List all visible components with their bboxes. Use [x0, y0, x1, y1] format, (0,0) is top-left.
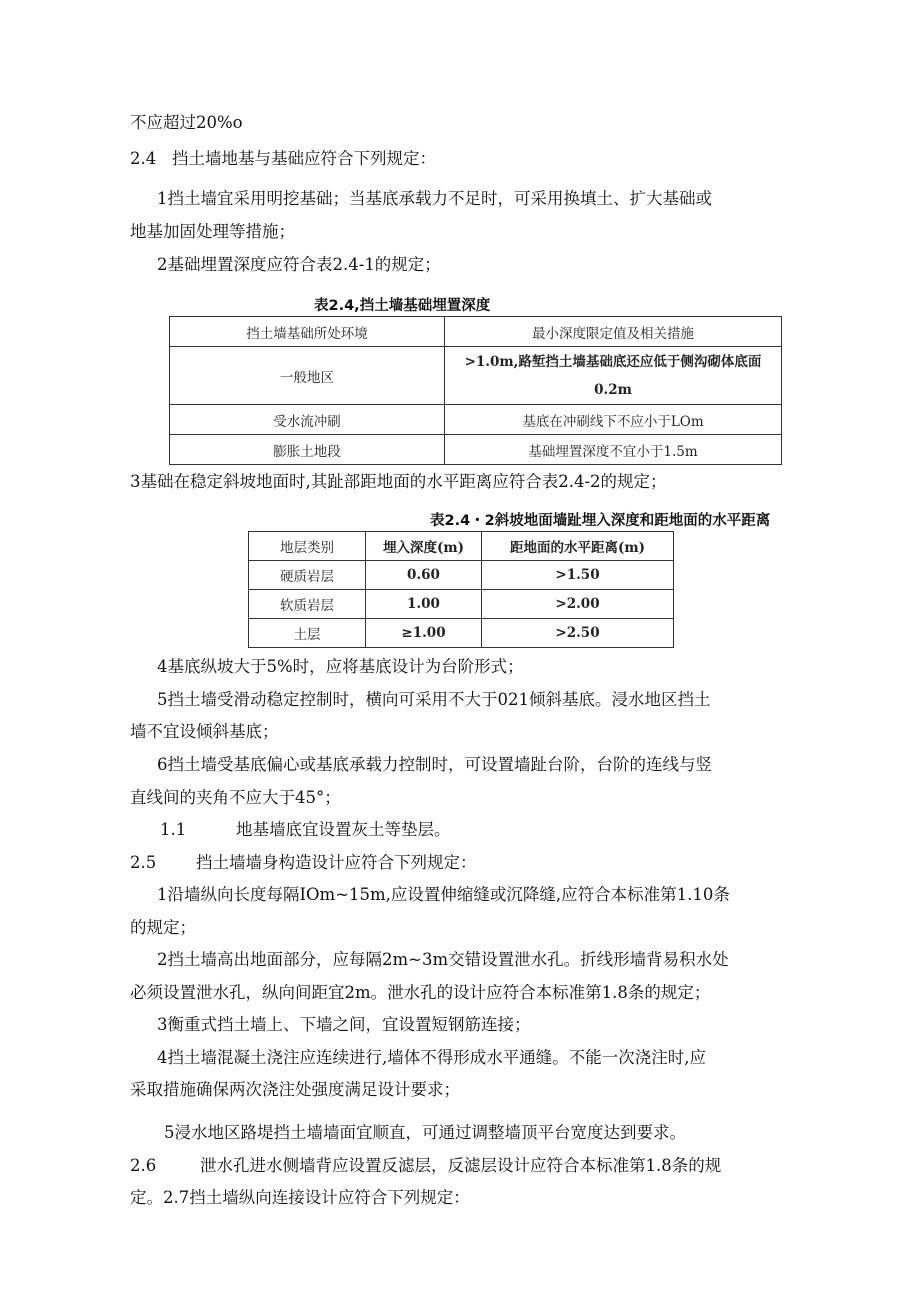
table2-header-row	[249, 532, 674, 561]
para-continuation: 不应超过20%o	[130, 113, 243, 132]
table2-header-cell: 地层类别	[249, 532, 366, 561]
item-2-5-2-line2: 必须设置泄水孔，纵向间距宜2m。泄水孔的设计应符合本标准第1.8条的规定；	[130, 983, 711, 1002]
item-2-5-4-line2: 采取措施确保两次浇注处强度满足设计要求；	[130, 1080, 460, 1099]
table1-cell-env: 一般地区	[170, 347, 445, 405]
item-2-5-2-line1: 2挡土墙高出地面部分，应每隔2m~3m交错设置泄水孔。折线形墙背易积水处	[157, 950, 729, 969]
table2-cell: 0.60	[366, 561, 482, 590]
table2-cell: >1.50	[482, 561, 674, 590]
table2-cell: >2.50	[482, 619, 674, 648]
table2-cell: ≥1.00	[366, 619, 482, 648]
table2-caption: 表2.4・2斜坡地面墙趾埋入深度和距地面的水平距离	[430, 513, 771, 529]
section-2-6-number: 2.6	[130, 1156, 157, 1175]
item-1-1-text: 地基墙底宜设置灰土等垫层。	[236, 820, 451, 839]
section-2-4-number: 2.4	[130, 149, 157, 168]
section-2-5-title: 挡土墙墙身构造设计应符合下列规定：	[196, 853, 477, 872]
table1-cell-req-line2: 0.2m	[594, 381, 632, 398]
table1-cell-req: 基底在冲刷线下不应小于LOm	[445, 405, 782, 435]
item-6-line1: 6挡土墙受基底偏心或基底承载力控制时，可设置墙趾台阶，台阶的连线与竖	[157, 755, 712, 774]
table2-row	[249, 619, 674, 648]
table1-row	[170, 405, 782, 435]
table2-cell: 硬质岩层	[249, 561, 366, 590]
table1-header-row	[170, 317, 782, 347]
table2-cell: >2.00	[482, 590, 674, 619]
table2-slope-distance	[248, 531, 674, 648]
item-3: 3基础在稳定斜坡地面时,其趾部距地面的水平距离应符合表2.4-2的规定；	[130, 472, 667, 491]
item-2-5-4-line1: 4挡土墙混凝土浇注应连续进行,墙体不得形成水平通缝。不能一次浇注时,应	[157, 1048, 706, 1067]
table2-row	[249, 561, 674, 590]
table2-row	[249, 590, 674, 619]
item-2-5-5: 5浸水地区路堤挡土墙墙面宜顺直，可通过调整墙顶平台宽度达到要求。	[164, 1123, 686, 1142]
table1-foundation-depth	[169, 316, 782, 465]
table2-cell: 软质岩层	[249, 590, 366, 619]
table1-cell-env: 膨胀土地段	[170, 435, 445, 465]
table1-row	[170, 347, 782, 405]
section-2-4-title: 挡土墙地基与基础应符合下列规定：	[172, 149, 436, 168]
table1-row	[170, 435, 782, 465]
item-6-line2: 直线间的夹角不应大于45°；	[130, 788, 341, 807]
item-1-line2: 地基加固处理等措施；	[130, 222, 295, 241]
table2-header-cell: 距地面的水平距离(m)	[482, 532, 674, 561]
section-2-6-continuation: 定。2.7挡土墙纵向连接设计应符合下列规定：	[130, 1188, 470, 1207]
table1-caption: 表2.4,挡土墙基础埋置深度	[314, 298, 491, 314]
table1-header-env: 挡土墙基础所处环境	[170, 317, 445, 347]
item-2: 2基础埋置深度应符合表2.4-1的规定；	[157, 255, 441, 274]
section-2-6-text: 泄水孔进水侧墙背应设置反滤层，反滤层设计应符合本标准第1.8条的规	[200, 1156, 722, 1175]
item-1-line1: 1挡土墙宜采用明挖基础；当基底承载力不足时，可采用换填土、扩大基础或	[157, 189, 712, 208]
item-5-line2: 墙不宜设倾斜基底；	[130, 722, 279, 741]
item-4: 4基底纵坡大于5%时，应将基底设计为台阶形式；	[157, 657, 524, 676]
table1-cell-req	[445, 347, 782, 405]
item-5-line1: 5挡土墙受滑动稳定控制时，横向可采用不大于021倾斜基底。浸水地区挡土	[157, 690, 711, 709]
item-2-5-1-line2: 的规定；	[130, 918, 196, 937]
item-2-5-1-line1: 1沿墙纵向长度每隔IOm~15m,应设置伸缩缝或沉降缝,应符合本标准第1.10条	[157, 885, 730, 904]
table1-cell-req-line1: >1.0m,路堑挡土墙基础底还应低于侧沟砌体底面	[464, 353, 762, 370]
table2-cell: 土层	[249, 619, 366, 648]
section-2-5-number: 2.5	[130, 853, 157, 872]
item-2-5-3: 3衡重式挡土墙上、下墙之间，宜设置短钢筋连接；	[157, 1015, 531, 1034]
table1-cell-req: 基础埋置深度不宜小于1.5m	[445, 435, 782, 465]
table2-cell: 1.00	[366, 590, 482, 619]
table1-cell-env: 受水流冲刷	[170, 405, 445, 435]
table2-header-cell: 埋入深度(m)	[366, 532, 482, 561]
table1-header-req: 最小深度限定值及相关措施	[445, 317, 782, 347]
item-1-1-number: 1.1	[160, 820, 187, 839]
